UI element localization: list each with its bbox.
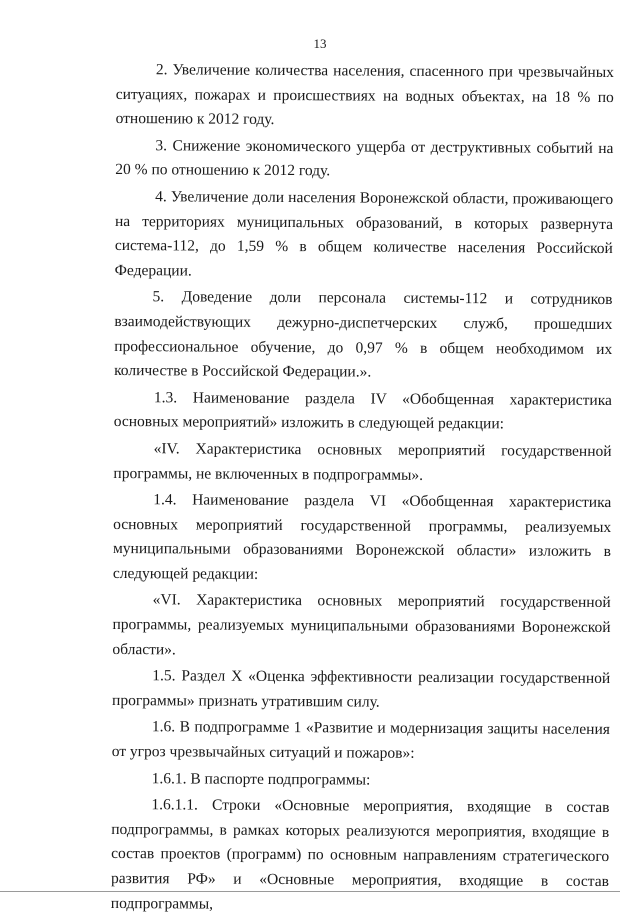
paragraph-goal-2: 2. Увеличение количества населения, спасенного при чрезвычайных ситуациях, пожарах и происшествиях на водных объектах, на 18 % по отношению к 2012 году. <box>115 61 614 129</box>
page-number: 13 <box>313 36 327 51</box>
bottom-divider <box>0 891 620 892</box>
paragraph-1-6-1: 1.6.1. В паспорте подпрограммы: <box>151 769 371 789</box>
paragraph-1-6: 1.6. В подпрограмме 1 «Развитие и модернизация защиты населения от угроз чрезвычайных ситуаций и пожаров»: <box>111 718 610 762</box>
paragraph-1-6-1-1: 1.6.1.1. Строки «Основные мероприятия, входящие в состав подпрограммы, в рамках которых реализуются мероприятия, входящие в состав проектов (программ) по основным направлениям стратегического развития РФ» и «Основные мероприятия, входящие в состав подпрограммы, <box>110 796 610 913</box>
paragraph-goal-3: 3. Снижение экономического ущерба от деструктивных событий на 20 % по отношению к 2012 году. <box>115 137 614 180</box>
paragraph-1-4: 1.4. Наименование раздела VI «Обобщенная характеристика основных мероприятий государственной программы, реализуемых муниципальными образованиями Воронежской области» изложить в следующей редакции: <box>112 491 612 583</box>
paragraph-1-5: 1.5. Раздел X «Оценка эффективности реализации государственной программы» признать утратившим силу. <box>112 667 611 711</box>
document-body <box>111 58 614 921</box>
paragraph-section-iv-title: «IV. Характеристика основных мероприятий государственной программы, не включенных в подпрограммы». <box>113 440 612 484</box>
paragraph-section-vi-title: «VI. Характеристика основных мероприятий государственной программы, реализуемых муниципальными образованиями Воронежской области». <box>112 591 611 659</box>
paragraph-goal-5: 5. Доведение доли персонала системы-112 и сотрудников взаимодействующих дежурно-диспетчерских служб, прошедших профессиональное обучение, до 0,97 % в общем необходимом их количестве в Российской Федерации.». <box>114 288 613 381</box>
paragraph-goal-4: 4. Увеличение доли населения Воронежской области, проживающего на территориях муниципальных образований, в которых развернута система-112, до 1,59 % в общем количестве населения Российской Федерации. <box>114 188 614 280</box>
paragraph-1-3: 1.3. Наименование раздела IV «Обобщенная характеристика основных мероприятий» изложить в следующей редакции: <box>113 388 612 433</box>
